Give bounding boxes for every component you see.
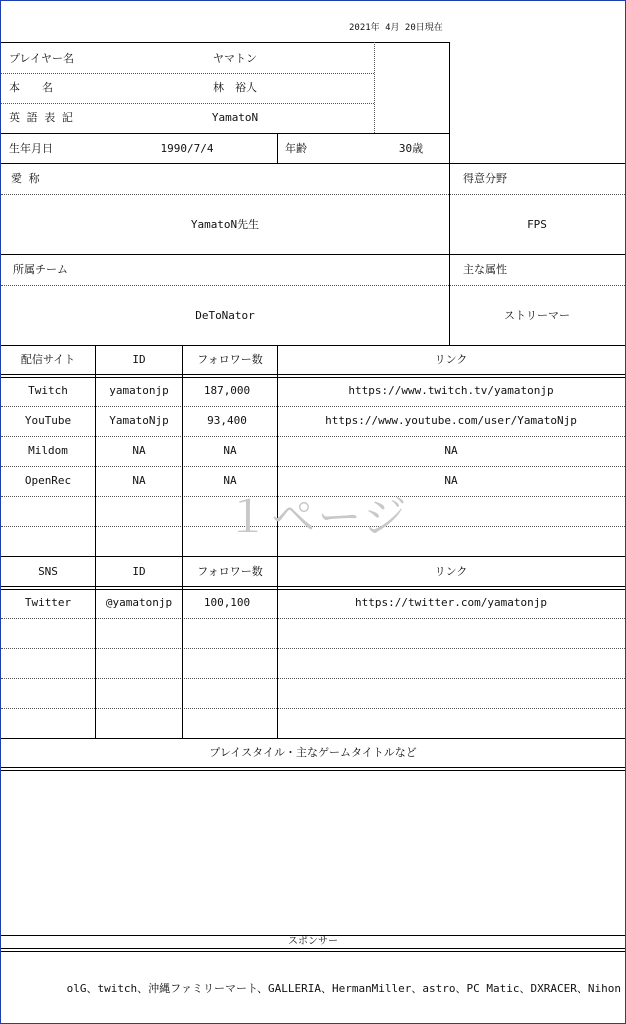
sponsor-label: スポンサー: [288, 936, 338, 947]
table-cell: Mildom: [28, 444, 68, 457]
photo-box-border: [374, 42, 375, 133]
player-name-value: ヤマトン: [213, 52, 257, 65]
divider: [1, 163, 625, 164]
table-header-cell: ID: [132, 565, 146, 578]
attribute-label: 主な属性: [463, 263, 507, 276]
table-cell: NA: [132, 444, 146, 457]
table-cell: 187,000: [203, 384, 251, 397]
table-cell-link[interactable]: https://www.youtube.com/user/YamatoNjp: [325, 414, 577, 427]
divider: [1, 133, 449, 134]
table-cell: 93,400: [207, 414, 247, 427]
table-cell: NA: [444, 474, 458, 487]
divider: [1, 738, 625, 739]
divider: [1, 285, 625, 286]
divider: [1, 194, 625, 195]
page-watermark: １ページ: [225, 492, 409, 543]
table-header-cell: SNS: [38, 565, 58, 578]
birthdate-label: 生年月日: [9, 142, 53, 155]
table-header-cell: リンク: [434, 565, 468, 578]
divider: [1, 254, 625, 255]
nickname-value: YamatoN先生: [190, 218, 260, 231]
divider: [1, 767, 625, 771]
table-cell: yamatonjp: [109, 384, 169, 397]
real-name-label: 本 名: [9, 81, 53, 94]
table-cell-link[interactable]: https://twitter.com/yamatonjp: [354, 596, 548, 609]
table-cell: 100,100: [203, 596, 251, 609]
profile-right-border: [449, 42, 450, 163]
table-cell: YamatoNjp: [109, 414, 169, 427]
playstyle-content: [9, 777, 617, 927]
table-cell: NA: [223, 474, 237, 487]
sponsor-list: [1, 977, 625, 999]
specialty-label: 得意分野: [463, 172, 507, 185]
table-header-cell: ID: [132, 353, 146, 366]
right-column-border: [449, 163, 450, 345]
table-cell: NA: [444, 444, 458, 457]
table-cell: Twitch: [28, 384, 68, 397]
age-label: 年齢: [285, 142, 307, 155]
sponsor-list-text: olG、twitch、沖縄ファミリーマート、GALLERIA、HermanMiller、astro、PC Matic、DXRACER、Nihon: [66, 982, 621, 995]
divider: [1, 103, 374, 104]
table-header-cell: 配信サイト: [20, 353, 76, 366]
table-cell: OpenRec: [24, 474, 72, 487]
nickname-label: 愛 称: [11, 172, 40, 185]
specialty-value: FPS: [527, 218, 547, 231]
real-name-value: 林 裕人: [213, 81, 257, 94]
table-cell: @yamatonjp: [105, 596, 173, 609]
table-cell-link[interactable]: https://www.twitch.tv/yamatonjp: [348, 384, 554, 397]
divider: [277, 133, 278, 163]
playstyle-label: プレイスタイル・主なゲームタイトルなど: [209, 746, 417, 759]
english-name-label: 英 語 表 記: [9, 111, 73, 124]
divider: [1, 73, 374, 74]
table-header-cell: フォロワー数: [197, 565, 263, 578]
profile-top-border: [1, 42, 449, 43]
column-separator: [182, 345, 183, 738]
table-cell: NA: [223, 444, 237, 457]
table-header-cell: フォロワー数: [197, 353, 263, 366]
table-cell: YouTube: [24, 414, 72, 427]
player-name-label: プレイヤー名: [9, 52, 75, 65]
table-cell: Twitter: [24, 596, 72, 609]
birthdate-value: 1990/7/4: [160, 142, 214, 155]
team-value: DeToNator: [195, 309, 255, 322]
table-cell: NA: [132, 474, 146, 487]
column-separator: [95, 345, 96, 738]
team-label: 所属チーム: [13, 263, 68, 276]
attribute-value: ストリーマー: [504, 309, 570, 322]
age-value: 30歳: [398, 142, 424, 155]
english-name-value: YamatoN: [211, 111, 259, 124]
divider: [1, 948, 625, 952]
table-header-cell: リンク: [434, 353, 468, 366]
date-stamp: 2021年 4月 20日現在: [349, 23, 443, 33]
